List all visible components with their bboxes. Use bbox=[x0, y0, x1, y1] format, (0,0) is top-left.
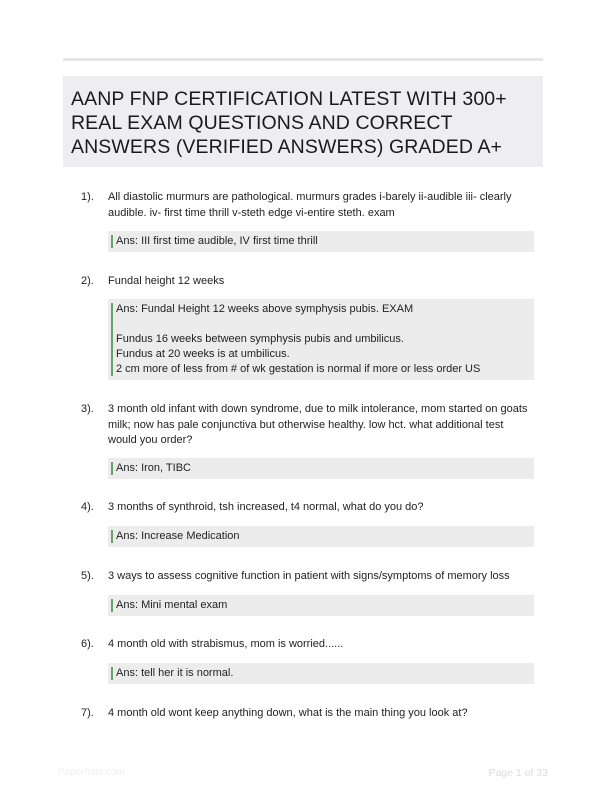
answer-box bbox=[108, 458, 534, 479]
answer-box bbox=[108, 299, 534, 380]
page-number: Page 1 of 33 bbox=[488, 767, 548, 779]
answer-line: Ans: Fundal Height 12 weeks above symphysis pubis. EXAM bbox=[116, 303, 414, 315]
top-rule bbox=[63, 58, 543, 61]
title-box bbox=[63, 76, 543, 167]
question-text: All diastolic murmurs are pathological. murmurs grades i-barely ii-audible iii- clearly audible. iv- first time thrill v-steth edge vi-entire steth. exam bbox=[108, 191, 512, 219]
answer-gap bbox=[116, 317, 526, 332]
question-number: 5). bbox=[81, 570, 94, 582]
answer-box bbox=[108, 526, 534, 547]
answer-line: Ans: III first time audible, IV first time thrill bbox=[116, 235, 318, 247]
answer-line: Fundus at 20 weeks is at umbilicus. bbox=[116, 348, 290, 360]
answer-line: Ans: Mini mental exam bbox=[116, 599, 228, 611]
answer-line: Ans: tell her it is normal. bbox=[116, 667, 234, 679]
question-number: 6). bbox=[81, 638, 94, 650]
document-title: AANP FNP CERTIFICATION LATEST WITH 300+ REAL EXAM QUESTIONS AND CORRECT ANSWERS (VERIFIED ANSWERS) GRADED A+ bbox=[71, 88, 507, 158]
answer-box bbox=[108, 663, 534, 684]
answer-box bbox=[108, 595, 534, 616]
question-text: 3 month old infant with down syndrome, due to milk intolerance, mom started on goats milk; now has pale conjunctiva but otherwise healthy. low hct. what additional test would you order? bbox=[108, 403, 528, 446]
question-text: 4 month old wont keep anything down, what is the main thing you look at? bbox=[108, 707, 468, 719]
question-text: 3 ways to assess cognitive function in patient with signs/symptoms of memory loss bbox=[108, 570, 510, 582]
question-number: 1). bbox=[81, 191, 94, 203]
answer-line: Fundus 16 weeks between symphysis pubis and umbilicus. bbox=[116, 333, 404, 345]
question-text: 3 months of synthroid, tsh increased, t4 normal, what do you do? bbox=[108, 501, 424, 513]
answer-line: Ans: Increase Medication bbox=[116, 530, 240, 542]
question-text: Fundal height 12 weeks bbox=[108, 275, 225, 287]
footer-site: Paperfolio.com bbox=[58, 767, 125, 778]
answer-line: 2 cm more of less from # of wk gestation is normal if more or less order US bbox=[116, 363, 481, 375]
question-number: 3). bbox=[81, 403, 94, 415]
answer-line: Ans: Iron, TIBC bbox=[116, 462, 191, 474]
answer-box bbox=[108, 231, 534, 252]
question-number: 4). bbox=[81, 501, 94, 513]
question-text: 4 month old with strabismus, mom is worried...... bbox=[108, 638, 344, 650]
question-number: 7). bbox=[81, 707, 94, 719]
question-number: 2). bbox=[81, 275, 94, 287]
